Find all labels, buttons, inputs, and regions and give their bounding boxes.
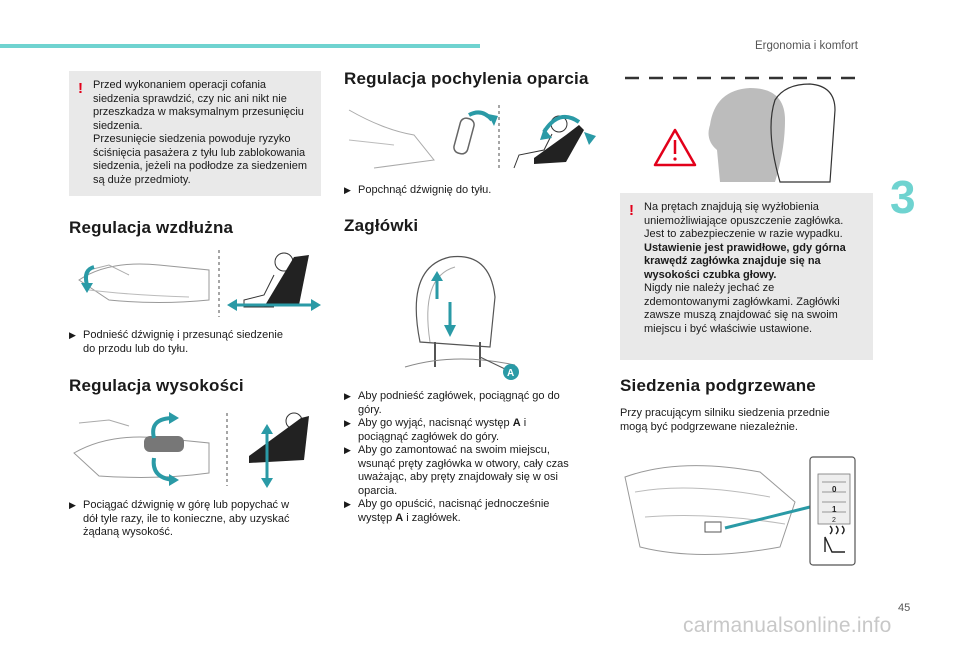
headrest-step <box>344 417 604 444</box>
instruction-line: do przodu lub do tyłu. <box>83 342 189 355</box>
warning-line: siedzenia, jeżeli na podłodze za siedzeniem <box>93 160 308 172</box>
bullet-marker-icon: ▶ <box>344 418 351 428</box>
heading-headrests: Zagłówki <box>344 216 419 235</box>
warning-box-headrest <box>620 193 873 360</box>
bullet-marker-icon: ▶ <box>69 500 76 510</box>
headrest-step <box>344 444 604 498</box>
seat-longitudinal-illustration <box>69 245 321 320</box>
warning-line: siedzenia. <box>93 119 143 132</box>
height-instructions <box>69 499 321 540</box>
instruction-line: żądaną wysokość. <box>83 526 173 538</box>
seat-height-illustration <box>69 408 321 490</box>
headrest-position-illustration <box>625 70 855 185</box>
dial-label-2: 2 <box>832 517 836 524</box>
heading-height-adjustment: Regulacja wysokości <box>69 376 244 395</box>
warning-line: Przed wykonaniem operacji cofania <box>93 79 267 91</box>
warning-line: ściśnięcia pasażera z tyłu lub zablokowania <box>93 146 306 159</box>
instruction-line: góry. <box>358 403 382 416</box>
instruction-fragment: i zagłówek. <box>403 511 461 524</box>
watermark: carmanualsonline.info <box>683 614 892 637</box>
heated-seats-text <box>620 407 873 434</box>
backrest-recline-illustration <box>344 100 596 175</box>
heated-seat-illustration <box>620 452 865 567</box>
label-a-ref: A <box>512 417 521 429</box>
instruction-line: wsunąć pręty zagłówka w otwory, cały czas <box>358 457 569 470</box>
warning-line: Nigdy nie należy jechać ze <box>644 282 775 294</box>
bullet-marker-icon: ▶ <box>344 185 351 195</box>
instruction-line: Pociągać dźwignię w górę lub popychać w <box>83 499 290 511</box>
heading-longitudinal-adjustment: Regulacja wzdłużna <box>69 218 234 237</box>
warning-line-bold: wysokości czubka głowy. <box>644 268 777 281</box>
warning-line: uniemożliwiające opuszczenie zagłówka. <box>644 214 844 227</box>
warning-line: Jest to zabezpieczenie w razie wypadku. <box>644 228 843 240</box>
instruction-fragment: i <box>520 417 527 429</box>
instruction-line: Aby podnieść zagłówek, pociągnąć go do <box>358 390 560 402</box>
warning-line: siedzenia sprawdzić, czy nic ani nikt nie <box>93 92 287 105</box>
warning-line: są duże przedmioty. <box>93 173 191 186</box>
warning-line-bold: Ustawienie jest prawidłowe, gdy górna <box>644 241 846 254</box>
chapter-number: 3 <box>890 171 916 223</box>
instruction-fragment: występ <box>358 511 396 524</box>
bullet-marker-icon: ▶ <box>344 499 351 509</box>
warning-line: zawsze muszą znajdować się na swoim <box>644 309 838 321</box>
instruction-line: pociągnąć zagłówek do góry. <box>358 430 500 443</box>
bullet-marker-icon: ▶ <box>344 445 351 455</box>
page-number: 45 <box>898 602 911 614</box>
backrest-instructions <box>344 184 596 198</box>
bullet-marker-icon: ▶ <box>69 330 76 340</box>
headrest-instructions <box>344 390 604 525</box>
heading-heated-seats: Siedzenia podgrzewane <box>620 376 816 395</box>
section-title: Ergonomia i komfort <box>755 40 858 52</box>
warning-line: Przesunięcie siedzenia powoduje ryzyko <box>93 133 291 145</box>
warning-line: Na prętach znajdują się wyżłobienia <box>644 201 819 213</box>
headrest-illustration <box>395 247 535 382</box>
warning-exclamation-icon: ! <box>629 202 634 219</box>
warning-line: zdemontowanymi zagłówkami. Zagłówki <box>644 295 840 308</box>
instruction-line: Popchnąć dźwignię do tyłu. <box>358 184 492 196</box>
instruction-line: Aby go zamontować na swoim miejscu, <box>358 444 550 456</box>
instruction-line: oparcia. <box>358 484 398 497</box>
dial-label-1: 1 <box>832 505 837 514</box>
headrest-step <box>344 390 604 417</box>
instruction-line: Podnieść dźwignię i przesunąć siedzenie <box>83 329 283 341</box>
warning-line: przeszkadza w maksymalnym przesunięciu <box>93 106 304 118</box>
warning-line: miejscu i być właściwie ustawione. <box>644 322 813 335</box>
dial-label-0: 0 <box>832 485 837 494</box>
header-accent-bar <box>0 44 480 48</box>
headrest-step <box>344 498 604 525</box>
warning-box-seat-movement <box>69 71 321 196</box>
instruction-line: uważając, aby pręty znajdowały się w osi <box>358 471 558 483</box>
instruction-line: Aby go opuścić, nacisnąć jednocześnie <box>358 498 550 510</box>
label-a: A <box>507 368 515 379</box>
label-a-ref: A <box>395 511 404 524</box>
warning-exclamation-icon: ! <box>78 80 83 97</box>
longitudinal-instructions <box>69 329 321 356</box>
text-line: Przy pracującym silniku siedzenia przednie <box>620 407 830 419</box>
text-line: mogą być podgrzewane niezależnie. <box>620 420 798 433</box>
warning-line-bold: krawędź zagłówka znajduje się na <box>644 255 821 267</box>
heading-backrest-adjustment: Regulacja pochylenia oparcia <box>344 69 589 88</box>
bullet-marker-icon: ▶ <box>344 391 351 401</box>
instruction-line: dół tyle razy, ile to konieczne, aby uzyskać <box>83 512 290 525</box>
instruction-fragment: Aby go wyjąć, nacisnąć występ <box>358 417 513 429</box>
